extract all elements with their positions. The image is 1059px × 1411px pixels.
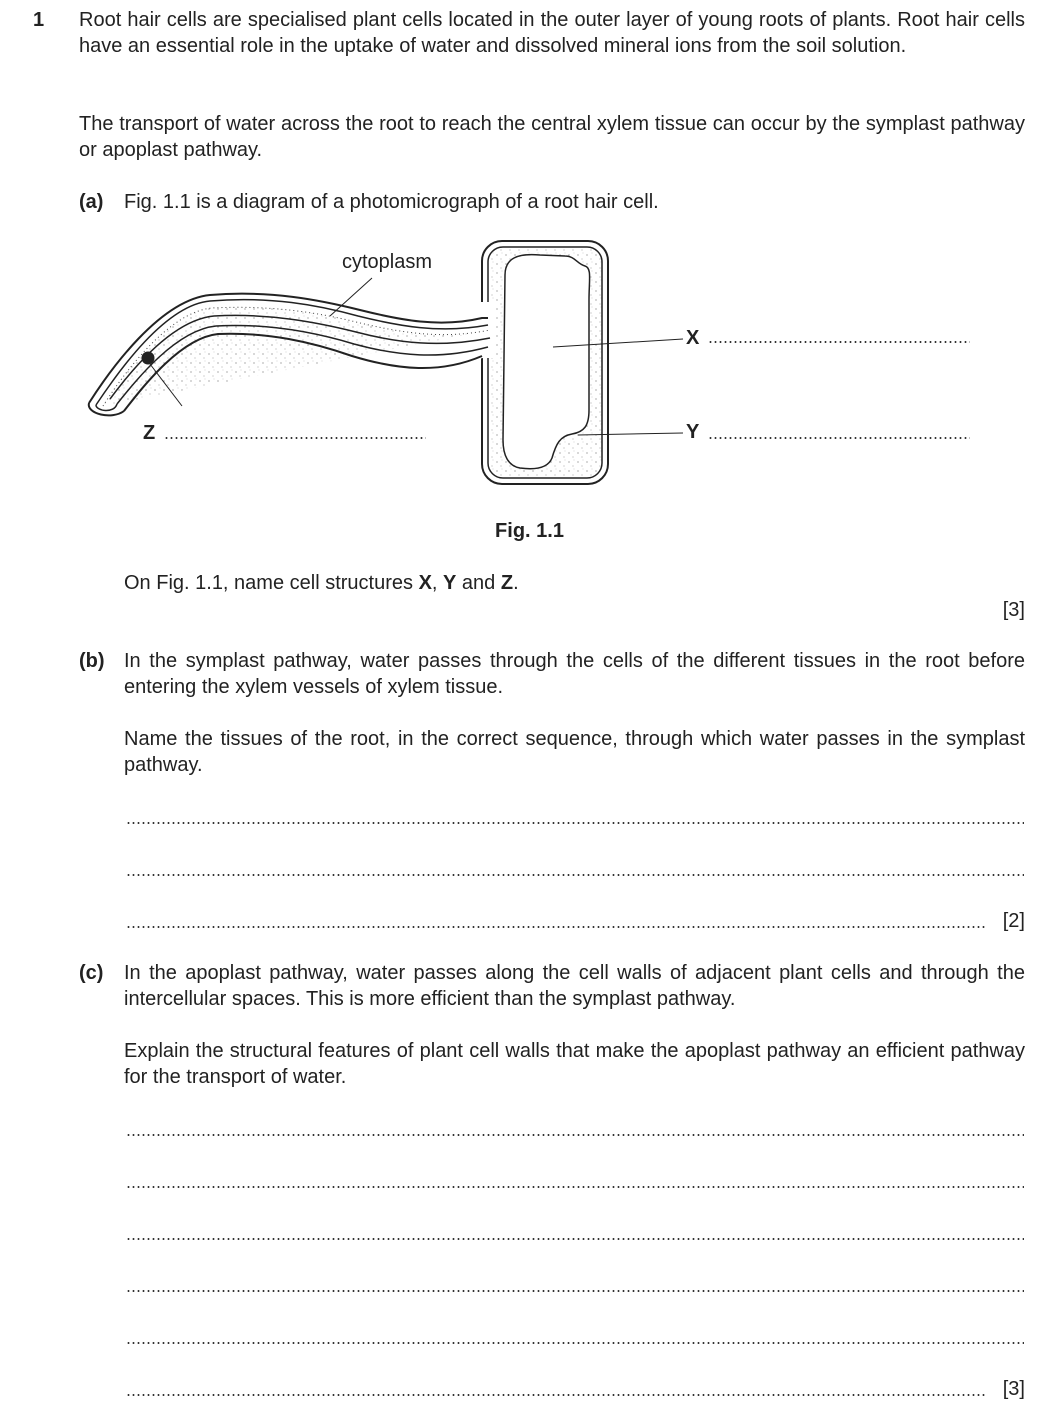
part-a-task: On Fig. 1.1, name cell structures X, Y and Z. [124,572,519,594]
part-c-label: (c) [79,962,104,984]
answer-line[interactable] [126,1238,1024,1240]
answer-line[interactable] [126,926,986,928]
figure-caption: Fig. 1.1 [495,520,564,542]
answer-line-z[interactable] [164,437,426,439]
root-hair-cell-diagram [0,230,1059,500]
part-c-stem: In the apoplast pathway, water passes along the cell walls of adjacent plant cells and through the intercellular spaces. This is more efficient than the symplast pathway. [124,962,1025,1010]
answer-line[interactable] [126,822,1024,824]
answer-line[interactable] [126,1186,1024,1188]
question-number: 1 [33,9,45,31]
answer-line-x[interactable] [708,341,970,343]
part-a-label: (a) [79,191,104,213]
answer-line[interactable] [126,1290,1024,1292]
label-x: X [686,327,700,349]
nucleus [142,352,155,365]
part-b-task: Name the tissues of the root, in the correct sequence, through which water passes in the symplast pathway. [124,728,1025,776]
part-b-stem: In the symplast pathway, water passes through the cells of the different tissues in the root before entering the xylem vessels of xylem tissue. [124,650,1025,698]
label-z: Z [143,422,156,444]
answer-line[interactable] [126,874,1024,876]
answer-line[interactable] [126,1134,1024,1136]
answer-line[interactable] [126,1342,1024,1344]
intro-paragraph-1: Root hair cells are specialised plant cells located in the outer layer of young roots of plants. Root hair cells have an essential role in the uptake of water and dissolved mineral ions from the soil solution. [79,9,1025,57]
answer-line[interactable] [126,1394,986,1396]
part-a-stem: Fig. 1.1 is a diagram of a photomicrograph of a root hair cell. [124,191,659,213]
label-y: Y [686,421,700,443]
answer-line-y[interactable] [708,437,970,439]
part-b-label: (b) [79,650,105,672]
cytoplasm-label: cytoplasm [342,251,433,273]
part-c-marks: [3] [1002,1378,1025,1400]
part-c-task: Explain the structural features of plant cell walls that make the apoplast pathway an efficient pathway for the transport of water. [124,1040,1025,1088]
intro-paragraph-2: The transport of water across the root to reach the central xylem tissue can occur by the symplast pathway or apoplast pathway. [79,113,1025,161]
part-b-marks: [2] [1002,910,1025,932]
part-a-marks: [3] [1002,599,1025,621]
